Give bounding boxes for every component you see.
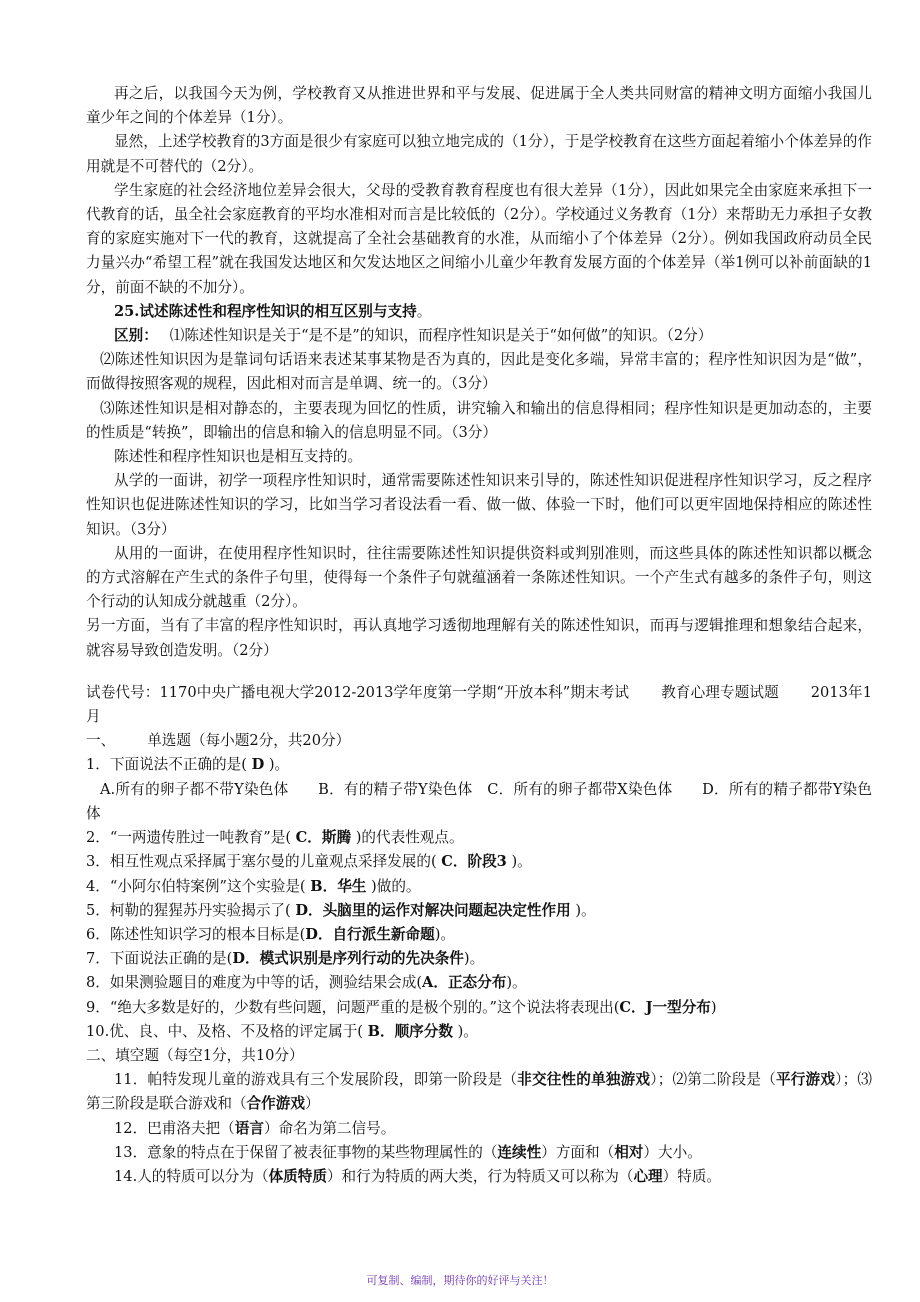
fill-question-14: 14.人的特质可以分为（体质特质）和行为特质的两大类，行为特质又可以称为（心理）特质。 [114,1167,722,1185]
support-paragraph-2: 从用的一面讲，在使用程序性知识时，往往需要陈述性知识提供资料或判别准则，而这些具体的陈述性知识都以概念的方式溶解在产生式的条件子句里，使得每一个条件子句就蕴涵着一条陈述性知识。一个产生式有越多的条件子句，则这个行动的认知成分就越重（2分）。 [86,544,872,611]
difference-3: ⑶陈述性知识是相对静态的，主要表现为回忆的性质，讲究输入和输出的信息得相同；程序性知识是更加动态的，主要的性质是“转换”，即输出的信息和输入的信息明显不同。（3分） [86,399,872,441]
mc-question-5: 5．柯勒的猩猩苏丹实验揭示了( D．头脑里的运作对解决问题起决定性作用 )。 [86,901,596,919]
mc-question-1-options: A.所有的卵子都不带Y染色体 B．有的精子带Y染色体 C．所有的卵子都带X染色体 D．所有的精子都带Y染色体 [86,780,872,822]
document-page [86,82,872,1189]
exam-header: 试卷代号：1170中央广播电视大学2012-2013学年度第一学期“开放本科”期末考试 教育心理专题试题 2013年1月 [86,683,872,726]
support-paragraph-3: 另一方面，当有了丰富的程序性知识时，再认真地学习透彻地理解有关的陈述性知识，而再与逻辑推理和想象结合起来，就容易导致创造发明。（2分） [86,617,872,659]
mc-question-7: 7．下面说法正确的是(D．模式识别是序列行动的先决条件)。 [86,950,485,968]
fill-question-11: 11．帕特发现儿童的游戏具有三个发展阶段，即第一阶段是（非交往性的单独游戏）；⑵第二阶段是（平行游戏）；⑶第三阶段是联合游戏和（合作游戏） [86,1071,872,1113]
mc-question-9: 9．“绝大多数是好的，少数有些问题，问题严重的是极个别的。”这个说法将表现出(C．J一型分布) [86,998,717,1016]
mc-question-6: 6．陈述性知识学习的根本目标是(D．自行派生新命题)。 [86,925,455,943]
mc-question-4: 4．“小阿尔伯特案例”这个实验是( B．华生 )做的。 [86,877,421,895]
mc-question-3: 3．相互性观点采择属于塞尔曼的儿童观点采择发展的( C．阶段3 )。 [86,853,532,871]
mc-question-10: 10.优、良、中、及格、不及格的评定属于( B．顺序分数 )。 [86,1022,478,1040]
section-2-heading: 二、填空题（每空1分，共10分） [86,1046,304,1064]
essay-paragraph-1: 再之后，以我国今天为例，学校教育又从推进世界和平与发展、促进属于全人类共同财富的精神文明方面缩小我国儿童少年之间的个体差异（1分）。 [86,85,872,127]
mc-question-1: 1．下面说法不正确的是( D )。 [86,756,290,774]
mc-question-2: 2．“一两遗传胜过一吨教育”是( C．斯腾 )的代表性观点。 [86,829,464,847]
difference-2: ⑵陈述性知识因为是靠词句话语来表述某事某物是否为真的，因此是变化多端，异常丰富的；程序性知识因为是“做”，而做得按照客观的规程，因此相对而言是单调、统一的。（3分） [86,351,872,393]
fill-question-12: 12．巴甫洛夫把（语言）命名为第二信号。 [114,1119,396,1137]
question-25-title: 25.试述陈述性和程序性知识的相互区别与支持 [114,302,417,320]
page-footer: 可复制、编制，期待你的好评与关注！ [366,1274,554,1287]
essay-paragraph-2: 显然，上述学校教育的3方面是很少有家庭可以独立地完成的（1分），于是学校教育在这些方面起着缩小个体差异的作用就是不可替代的（2分）。 [86,133,872,175]
support-paragraph-1: 从学的一面讲，初学一项程序性知识时，通常需要陈述性知识来引导的，陈述性知识促进程序性知识学习，反之程序性知识也促进陈述性知识的学习，比如当学习者设法看一看、做一做、体验一下时，他们可以更牢固地保持相应的陈述性知识。（3分） [86,472,872,538]
question-25-heading: 25.试述陈述性和程序性知识的相互区别与支持。 [114,302,432,320]
essay-paragraph-3: 学生家庭的社会经济地位差异会很大，父母的受教育教育程度也有很大差异（1分），因此如果完全由家庭来承担下一代教育的话，虽全社会家庭教育的平均水准相对而言是比较低的（2分）。学校通过义务教育（1分）来帮助无力承担子女教育的家庭实施对下一代的教育，这就提高了全社会基础教育的水准，从而缩小了个体差异（2分）。例如我国政府动员全民力量兴办“希望工程”就在我国发达地区和欠发达地区之间缩小儿童少年教育发展方面的个体差异（举1例可以补前面缺的1分，前面不缺的不加分）。 [86,181,872,296]
difference-1: 区别： ⑴陈述性知识是关于“是不是”的知识，而程序性知识是关于“如何做”的知识。（2分） [114,327,713,345]
difference-label: 区别： [114,327,151,345]
fill-question-13: 13．意象的特点在于保留了被表征事物的某些物理属性的（连续性）方面和（相对）大小。 [114,1143,702,1161]
section-1-heading: 一、 单选题（每小题2分，共20分） [86,732,351,750]
mc-question-8: 8．如果测验题目的难度为中等的话，测验结果会成(A．正态分布)。 [86,974,527,992]
support-intro: 陈述性和程序性知识也是相互支持的。 [114,448,363,466]
